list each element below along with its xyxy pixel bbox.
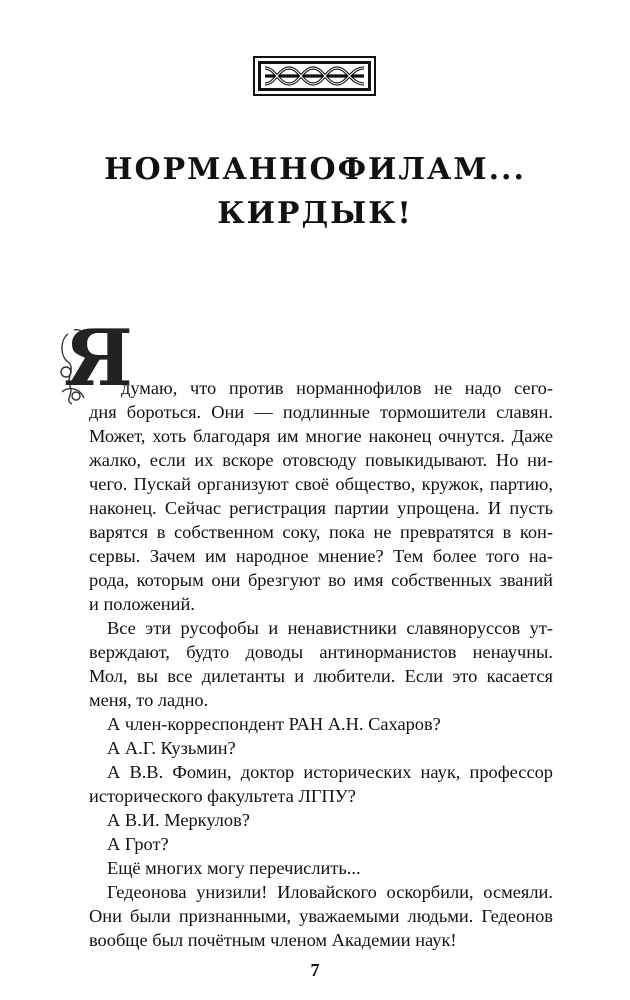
celtic-knot-ornament-icon — [253, 56, 376, 96]
text-line: Ещё многих могу перечислить... — [107, 858, 361, 878]
page-number: 7 — [310, 960, 320, 980]
text-line: А В.В. Фомин, доктор исторических наук, профессор — [107, 762, 553, 782]
text-line: меня, то ладно. — [89, 690, 209, 710]
text-line: исторического факультета ЛГПУ? — [89, 786, 356, 806]
text-line: А Грот? — [107, 834, 169, 854]
text-line: А член-корреспондент РАН А.Н. Сахаров? — [107, 714, 441, 734]
text-line: Все эти русофобы и ненавистники славяноруссов ут- — [107, 618, 553, 638]
text-line: верждают, будто доводы антинорманистов ненаучны. — [89, 642, 553, 662]
text-line: А А.Г. Кузьмин? — [107, 738, 236, 758]
text-line: Может, хоть благодаря им многие наконец очнутся. Даже — [89, 426, 553, 446]
text-line: А В.И. Меркулов? — [107, 810, 250, 830]
chapter-title-line-2: КИРДЫК! — [217, 196, 413, 231]
text-line: жалко, если их вскоре отовсюду повыкидывают. Но ни- — [89, 450, 553, 470]
text-line: Мол, вы все дилетанты и любители. Если это касается — [89, 666, 553, 686]
text-line: сервы. Зачем им народное мнение? Тем более того на- — [89, 546, 553, 566]
text-line: думаю, что против норманнофилов не надо сего- — [121, 378, 553, 398]
text-line: рода, которым они брезгуют во имя собственных званий — [89, 570, 553, 590]
text-line: варятся в собственном соку, пока не превратятся в кон- — [89, 522, 553, 542]
drop-cap — [58, 313, 133, 406]
text-line: чего. Пускай организуют своё общество, кружок, партию, — [89, 474, 553, 494]
text-line: наконец. Сейчас регистрация партии упрощена. И пусть — [89, 498, 553, 518]
drop-cap-letter: Я — [64, 313, 133, 404]
text-line: Гедеонова унизили! Иловайского оскорбили, осмеяли. — [107, 882, 553, 902]
text-line: вообще был почётным членом Академии наук! — [89, 930, 457, 950]
text-line: дня бороться. Они — подлинные тормошители славян. — [89, 402, 553, 422]
text-line: Они были признанными, уважаемыми людьми. Гедеонов — [89, 906, 553, 926]
chapter-title-line-1: НОРМАННОФИЛАМ... — [104, 152, 526, 187]
text-line: и положений. — [89, 594, 195, 614]
